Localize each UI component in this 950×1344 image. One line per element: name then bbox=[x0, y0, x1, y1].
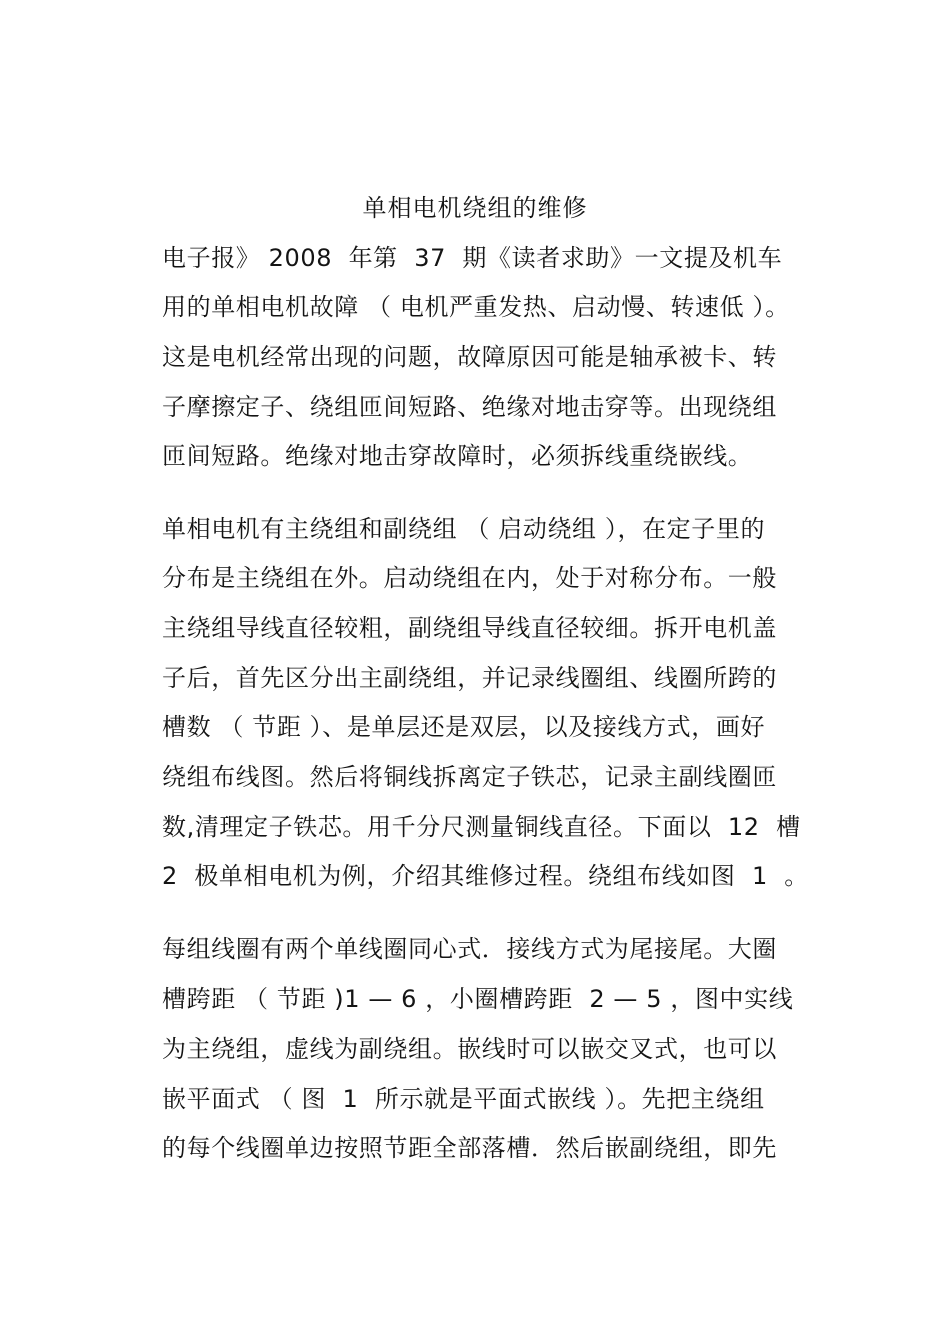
document-title: 单相电机绕组的维修 bbox=[362, 194, 588, 222]
paragraph-1-line-2: 用的单相电机故障 （ 电机严重发热、启动慢、转速低 ）。 bbox=[162, 293, 790, 321]
paragraph-2-line-3: 主绕组导线直径较粗，副绕组导线直径较细。拆开电机盖 bbox=[162, 614, 777, 642]
paragraph-1-line-4: 子摩擦定子、绕组匝间短路、绝缘对地击穿等。出现绕组 bbox=[162, 393, 777, 421]
paragraph-3-line-1: 每组线圈有两个单线圈同心式．接线方式为尾接尾。大圈 bbox=[162, 935, 777, 963]
paragraph-1-line-1: 电子报》 2008 年第 37 期《读者求助》一文提及机车 bbox=[162, 244, 783, 272]
paragraph-2-line-7: 数,清理定子铁芯。用千分尺测量铜线直径。下面以 12 槽 bbox=[162, 813, 801, 841]
paragraph-3-line-3: 为主绕组，虚线为副绕组。嵌线时可以嵌交叉式，也可以 bbox=[162, 1035, 777, 1063]
paragraph-2-line-6: 绕组布线图。然后将铜线拆离定子铁芯，记录主副线圈匝 bbox=[162, 763, 777, 791]
paragraph-2-line-5: 槽数 （ 节距 ）、是单层还是双层，以及接线方式，画好 bbox=[162, 713, 766, 741]
paragraph-1-line-5: 匝间短路。绝缘对地击穿故障时，必须拆线重绕嵌线。 bbox=[162, 442, 753, 470]
paragraph-1-line-3: 这是电机经常出现的问题，故障原因可能是轴承被卡、转 bbox=[162, 343, 777, 371]
paragraph-3-line-5: 的每个线圈单边按照节距全部落槽．然后嵌副绕组，即先 bbox=[162, 1134, 777, 1162]
paragraph-3-line-4: 嵌平面式 （ 图 1 所示就是平面式嵌线 ）。先把主绕组 bbox=[162, 1085, 765, 1113]
paragraph-3-line-2: 槽跨距 （ 节距 )1 — 6 ，小圈槽跨距 2 — 5 ，图中实线 bbox=[162, 985, 794, 1013]
paragraph-2-line-4: 子后，首先区分出主副绕组，并记录线圈组、线圈所跨的 bbox=[162, 664, 777, 692]
paragraph-2-line-1: 单相电机有主绕组和副绕组 （ 启动绕组 ），在定子里的 bbox=[162, 515, 766, 543]
paragraph-2-line-2: 分布是主绕组在外。启动绕组在内，处于对称分布。一般 bbox=[162, 564, 777, 592]
paragraph-2-line-8: 2 极单相电机为例，介绍其维修过程。绕组布线如图 1 。 bbox=[162, 862, 809, 890]
